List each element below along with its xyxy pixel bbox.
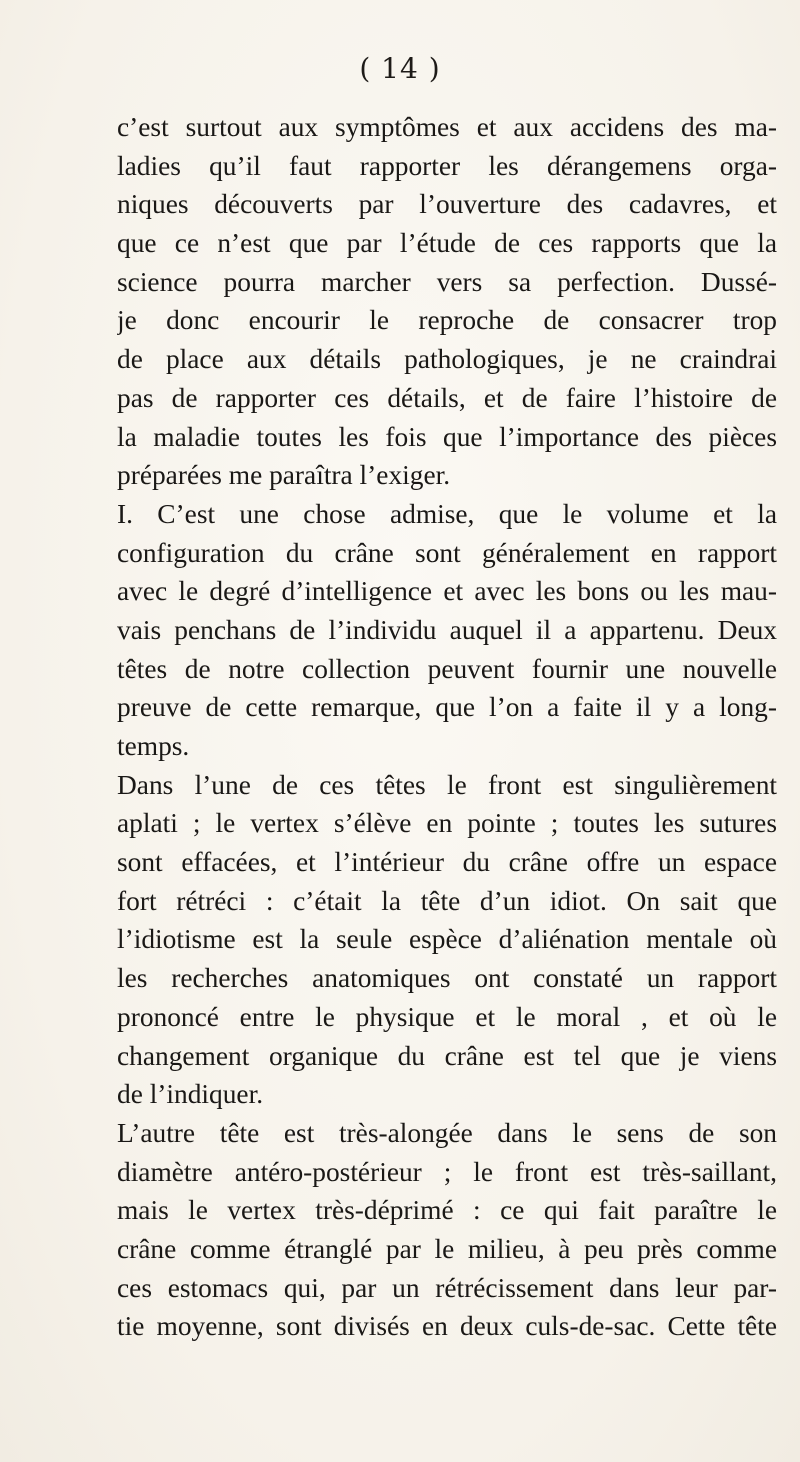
text-line: la maladie toutes les fois que l’importance des pièces	[117, 421, 777, 452]
text-line: preuve de cette remarque, que l’on a faite il y a long-	[117, 692, 777, 723]
text-line: avec le degré d’intelligence et avec les bons ou les mau-	[117, 576, 777, 607]
text-line: changement organique du crâne est tel que je viens	[117, 1040, 777, 1071]
text-line: prononcé entre le physique et le moral , et où le	[117, 1001, 777, 1032]
text-line: tie moyenne, sont divisés en deux culs-de-sac. Cette tête	[117, 1311, 777, 1342]
body-text	[117, 108, 777, 1346]
text-line: pas de rapporter ces détails, et de faire l’histoire de	[117, 382, 777, 413]
text-line: c’est surtout aux symptômes et aux accidens des ma-	[117, 112, 777, 142]
text-line: têtes de notre collection peuvent fournir une nouvelle	[117, 653, 777, 684]
text-line: l’idiotisme est la seule espèce d’aliénation mentale où	[117, 924, 777, 955]
text-line: science pourra marcher vers sa perfection. Dussé-	[117, 266, 777, 297]
text-line: je donc encourir le reproche de consacrer trop	[117, 305, 777, 336]
text-line: aplati ; le vertex s’élève en pointe ; toutes les sutures	[117, 808, 777, 839]
text-line: sont effacées, et l’intérieur du crâne offre un espace	[117, 847, 777, 878]
text-line: de l’indiquer.	[117, 1079, 264, 1110]
text-line: L’autre tête est très-alongée dans le sens de son	[117, 1117, 777, 1148]
text-line: fort rétréci : c’était la tête d’un idiot. On sait que	[117, 885, 777, 916]
text-line: préparées me paraîtra l’exiger.	[117, 460, 451, 491]
text-line: ladies qu’il faut rapporter les dérangemens orga-	[117, 150, 777, 181]
text-line: les recherches anatomiques ont constaté un rapport	[117, 963, 777, 994]
text-line: de place aux détails pathologiques, je ne craindrai	[117, 344, 777, 375]
text-line: I. C’est une chose admise, que le volume et la	[117, 498, 777, 529]
text-line: temps.	[117, 731, 190, 761]
text-line: ces estomacs qui, par un rétrécissement dans leur par-	[117, 1272, 777, 1303]
text-line: diamètre antéro-postérieur ; le front est très-saillant,	[117, 1156, 777, 1187]
text-line: Dans l’une de ces têtes le front est singulièrement	[117, 769, 777, 800]
page-number: ( 14 )	[359, 52, 441, 85]
text-line: crâne comme étranglé par le milieu, à peu près comme	[117, 1233, 777, 1264]
text-line: vais penchans de l’individu auquel il a appartenu. Deux	[117, 614, 777, 645]
text-line: niques découverts par l’ouverture des cadavres, et	[117, 189, 777, 220]
text-line: que ce n’est que par l’étude de ces rapports que la	[117, 228, 777, 259]
text-line: configuration du crâne sont généralement en rapport	[117, 537, 777, 568]
text-line: mais le vertex très-déprimé : ce qui fait paraître le	[117, 1195, 777, 1226]
